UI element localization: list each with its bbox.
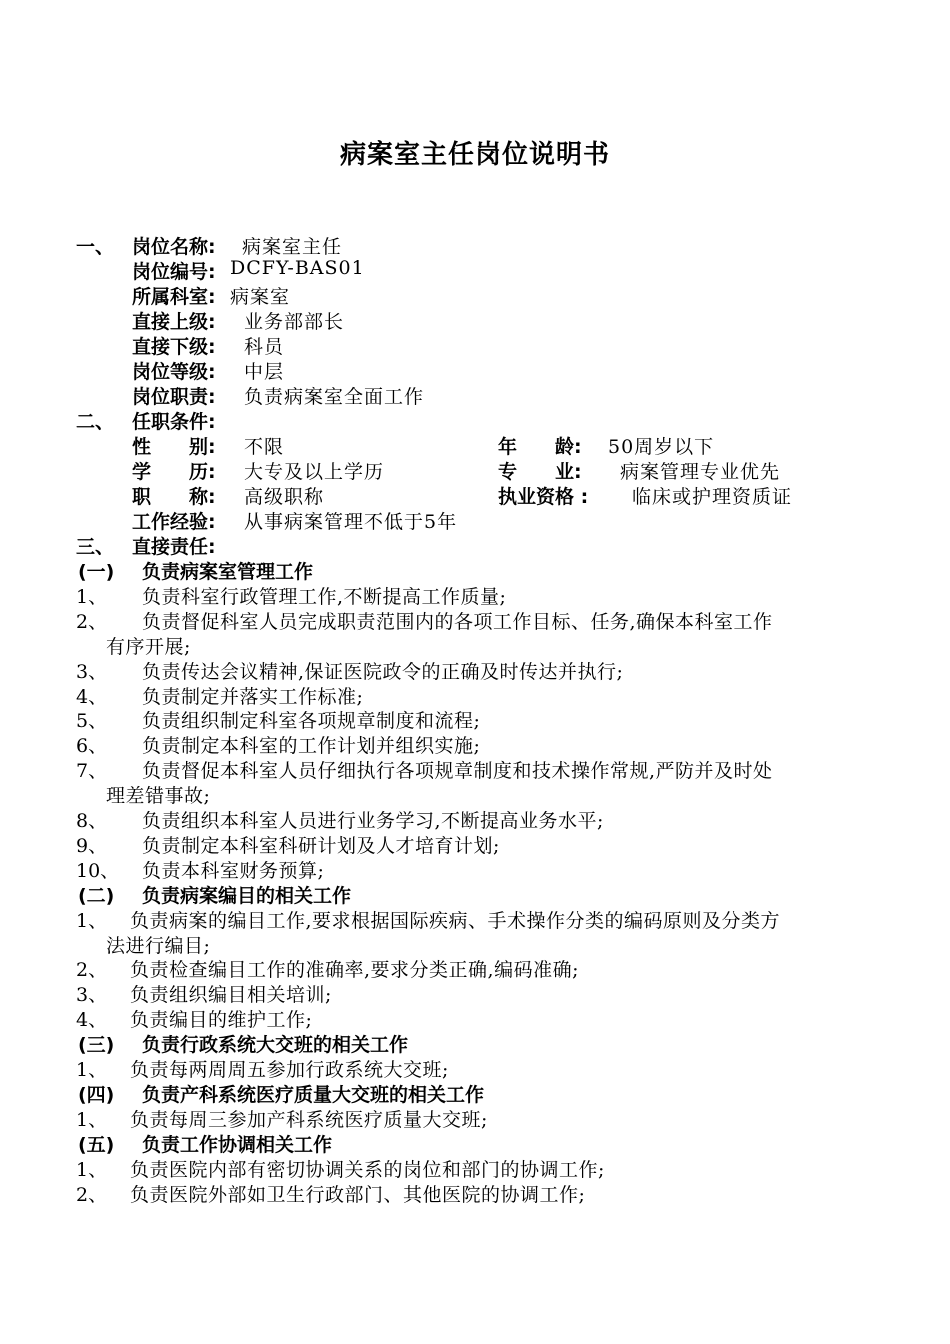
- field-value: 病案室主任: [242, 236, 343, 258]
- field-label: 岗位等级:: [132, 361, 216, 383]
- field-value: 病案室: [230, 286, 291, 308]
- item-number: 2、: [76, 610, 108, 633]
- field-value: 业务部部长: [244, 311, 345, 333]
- field-value: 科员: [244, 336, 285, 358]
- field-value: DCFY-BAS01: [230, 257, 365, 279]
- item-text: 负责制定本科室科研计划及人才培育计划;: [142, 834, 500, 857]
- field-value: 高级职称: [244, 486, 325, 508]
- field-label: 直接下级:: [132, 336, 216, 358]
- item-text: 负责编目的维护工作;: [130, 1009, 313, 1032]
- field-value: 病案管理专业优先: [620, 461, 781, 483]
- item-number: 6、: [76, 735, 108, 758]
- section1-marker: 一、: [76, 236, 115, 258]
- field-label: 岗位编号:: [132, 261, 216, 283]
- field-label: 专 业:: [498, 461, 582, 483]
- section3-heading: 直接责任:: [132, 536, 216, 558]
- field-value: 不限: [244, 436, 285, 458]
- group-marker: (三): [78, 1034, 115, 1057]
- item-text: 负责制定并落实工作标准;: [142, 685, 364, 708]
- item-number: 1、: [76, 1158, 108, 1181]
- group-marker: (五): [78, 1133, 115, 1156]
- item-number: 2、: [76, 959, 108, 982]
- section3-marker: 三、: [76, 536, 115, 558]
- item-number: 9、: [76, 834, 108, 857]
- item-number: 5、: [76, 710, 108, 733]
- item-text-continuation: 有序开展;: [106, 635, 191, 658]
- item-number: 3、: [76, 660, 108, 683]
- item-number: 1、: [76, 1108, 108, 1131]
- group-heading: 负责产科系统医疗质量大交班的相关工作: [142, 1083, 485, 1106]
- item-text: 负责每周三参加产科系统医疗质量大交班;: [130, 1108, 488, 1131]
- field-value: 从事病案管理不低于5年: [244, 511, 458, 533]
- item-text: 负责医院外部如卫生行政部门、其他医院的协调工作;: [130, 1183, 586, 1206]
- field-label: 直接上级:: [132, 311, 216, 333]
- section2-heading: 任职条件:: [132, 411, 216, 433]
- item-text: 负责科室行政管理工作,不断提高工作质量;: [142, 585, 507, 608]
- item-text: 负责医院内部有密切协调关系的岗位和部门的协调工作;: [130, 1158, 605, 1181]
- item-number: 8、: [76, 810, 108, 832]
- field-value: 负责病案室全面工作: [244, 386, 425, 408]
- field-value: 中层: [244, 361, 285, 383]
- item-text: 负责制定本科室的工作计划并组织实施;: [142, 735, 481, 758]
- field-value: 大专及以上学历: [244, 461, 385, 483]
- field-label: 性 别:: [132, 436, 216, 458]
- field-label: 岗位职责:: [132, 386, 216, 408]
- group-marker: (一): [78, 561, 115, 583]
- item-text-continuation: 法进行编目;: [106, 934, 211, 957]
- group-heading: 负责病案室管理工作: [142, 561, 314, 583]
- item-text: 负责督促科室人员完成职责范围内的各项工作目标、任务,确保本科室工作: [142, 610, 773, 633]
- field-label: 所属科室:: [132, 286, 216, 308]
- field-label: 工作经验:: [132, 511, 216, 533]
- group-marker: (四): [78, 1083, 115, 1106]
- item-text: 负责检查编目工作的准确率,要求分类正确,编码准确;: [130, 959, 579, 982]
- field-value: 临床或护理资质证: [632, 486, 793, 508]
- item-text: 负责传达会议精神,保证医院政令的正确及时传达并执行;: [142, 660, 624, 683]
- item-number: 1、: [76, 909, 108, 932]
- group-marker: (二): [78, 884, 115, 907]
- item-text: 负责组织编目相关培训;: [130, 984, 332, 1007]
- item-text: 负责组织制定科室各项规章制度和流程;: [142, 710, 481, 733]
- item-number: 10、: [76, 859, 120, 882]
- field-label: 执业资格 :: [498, 486, 589, 508]
- item-number: 4、: [76, 685, 108, 708]
- item-number: 7、: [76, 760, 108, 783]
- item-text: 负责督促本科室人员仔细执行各项规章制度和技术操作常规,严防并及时处: [142, 760, 773, 783]
- item-number: 3、: [76, 984, 108, 1007]
- item-text: 负责病案的编目工作,要求根据国际疾病、手术操作分类的编码原则及分类方: [130, 909, 781, 932]
- item-text: 负责每两周周五参加行政系统大交班;: [130, 1059, 449, 1081]
- item-text: 负责组织本科室人员进行业务学习,不断提高业务水平;: [142, 810, 604, 832]
- item-text-continuation: 理差错事故;: [106, 785, 211, 808]
- item-number: 1、: [76, 1059, 108, 1081]
- field-label: 学 历:: [132, 461, 216, 483]
- document-title: 病案室主任岗位说明书: [339, 140, 610, 170]
- group-heading: 负责工作协调相关工作: [142, 1133, 333, 1156]
- field-label: 岗位名称:: [132, 236, 216, 258]
- section2-marker: 二、: [76, 411, 115, 433]
- group-heading: 负责病案编目的相关工作: [142, 884, 352, 907]
- field-value: 50周岁以下: [608, 436, 715, 458]
- item-text: 负责本科室财务预算;: [142, 859, 325, 882]
- item-number: 1、: [76, 585, 108, 608]
- field-label: 年 龄:: [498, 436, 582, 458]
- item-number: 2、: [76, 1183, 108, 1206]
- field-label: 职 称:: [132, 486, 216, 508]
- item-number: 4、: [76, 1009, 108, 1032]
- group-heading: 负责行政系统大交班的相关工作: [142, 1034, 409, 1057]
